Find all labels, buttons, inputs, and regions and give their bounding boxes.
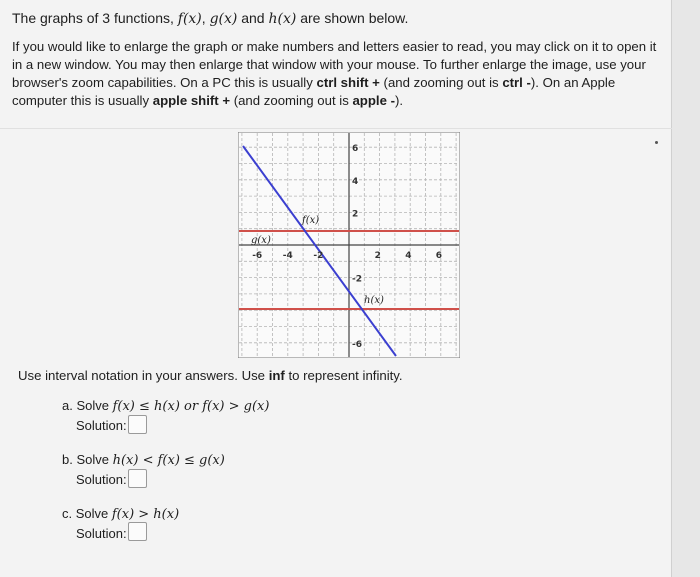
interval-note bbox=[18, 368, 403, 383]
x-tick-label: -4 bbox=[282, 251, 293, 261]
y-tick-label: 2 bbox=[352, 209, 359, 220]
instr-apple-plus: apple shift + bbox=[152, 93, 231, 108]
intro-g: g(x) bbox=[209, 11, 238, 27]
interval-suffix: to represent infinity. bbox=[284, 368, 403, 383]
instr-part5: ). bbox=[394, 93, 404, 108]
instr-ctrl-plus: ctrl shift + bbox=[316, 75, 380, 90]
instr-apple-minus: apple - bbox=[352, 93, 395, 108]
divider bbox=[0, 128, 672, 129]
function-graph[interactable] bbox=[238, 132, 460, 358]
label-h: h(x) bbox=[364, 295, 384, 306]
x-tick-label: -6 bbox=[252, 251, 263, 261]
question-b-label: b. Solve bbox=[62, 452, 113, 467]
instr-part3: ). On an Apple computer this is usually bbox=[12, 75, 616, 108]
question-b bbox=[62, 452, 225, 468]
interval-prefix: Use interval notation in your answers. Use bbox=[18, 368, 269, 383]
solution-a-input[interactable] bbox=[128, 415, 147, 434]
label-f: f(x) bbox=[302, 215, 320, 226]
y-tick-label: 6 bbox=[352, 144, 359, 155]
solution-a-label: Solution: bbox=[76, 418, 127, 433]
intro-prefix: The graphs of 3 functions, bbox=[12, 10, 178, 26]
question-c bbox=[62, 506, 179, 522]
intro-sep2: and bbox=[237, 10, 269, 26]
instr-part4: (and zooming out is bbox=[230, 93, 353, 108]
question-a-expr: f(x) ≤ h(x) or f(x) > g(x) bbox=[112, 399, 270, 414]
intro-text bbox=[12, 10, 408, 27]
question-b-expr: h(x) < f(x) ≤ g(x) bbox=[112, 453, 225, 468]
label-g: g(x) bbox=[251, 235, 271, 246]
x-tick-label: 2 bbox=[374, 251, 381, 261]
solution-c-input[interactable] bbox=[128, 522, 147, 541]
instr-part2: (and zooming out is bbox=[379, 75, 503, 90]
question-c-expr: f(x) > h(x) bbox=[111, 507, 180, 522]
intro-sep1: , bbox=[201, 10, 210, 26]
intro-f: f(x) bbox=[177, 11, 202, 27]
x-tick-label: 6 bbox=[435, 251, 443, 261]
instr-part1: If you would like to enlarge the graph or make numbers and letters easier to read, you may click on it to open it in a new window. You may then enlarge that window with your mouse. To further enlarge the image, use your browser's zoom capabilities. On a PC this is usually bbox=[12, 39, 657, 90]
solution-b-label: Solution: bbox=[76, 472, 127, 487]
intro-suffix: are shown below. bbox=[296, 10, 409, 26]
x-tick-label: 4 bbox=[405, 251, 412, 261]
solution-c-label: Solution: bbox=[76, 526, 127, 541]
solution-b-input[interactable] bbox=[128, 469, 147, 488]
y-tick-label: -6 bbox=[352, 339, 362, 350]
y-tick-label: -2 bbox=[352, 274, 362, 285]
question-a bbox=[62, 398, 269, 414]
question-a-label: a. Solve bbox=[62, 398, 113, 413]
x-tick-label: -2 bbox=[313, 251, 324, 261]
interval-inf: inf bbox=[268, 368, 285, 383]
bullet-dot bbox=[655, 141, 658, 144]
y-tick-label: 4 bbox=[352, 176, 359, 187]
intro-h: h(x) bbox=[268, 11, 297, 27]
instr-ctrl-minus: ctrl - bbox=[502, 75, 531, 90]
question-c-label: c. Solve bbox=[62, 506, 112, 521]
zoom-instructions bbox=[12, 38, 662, 110]
